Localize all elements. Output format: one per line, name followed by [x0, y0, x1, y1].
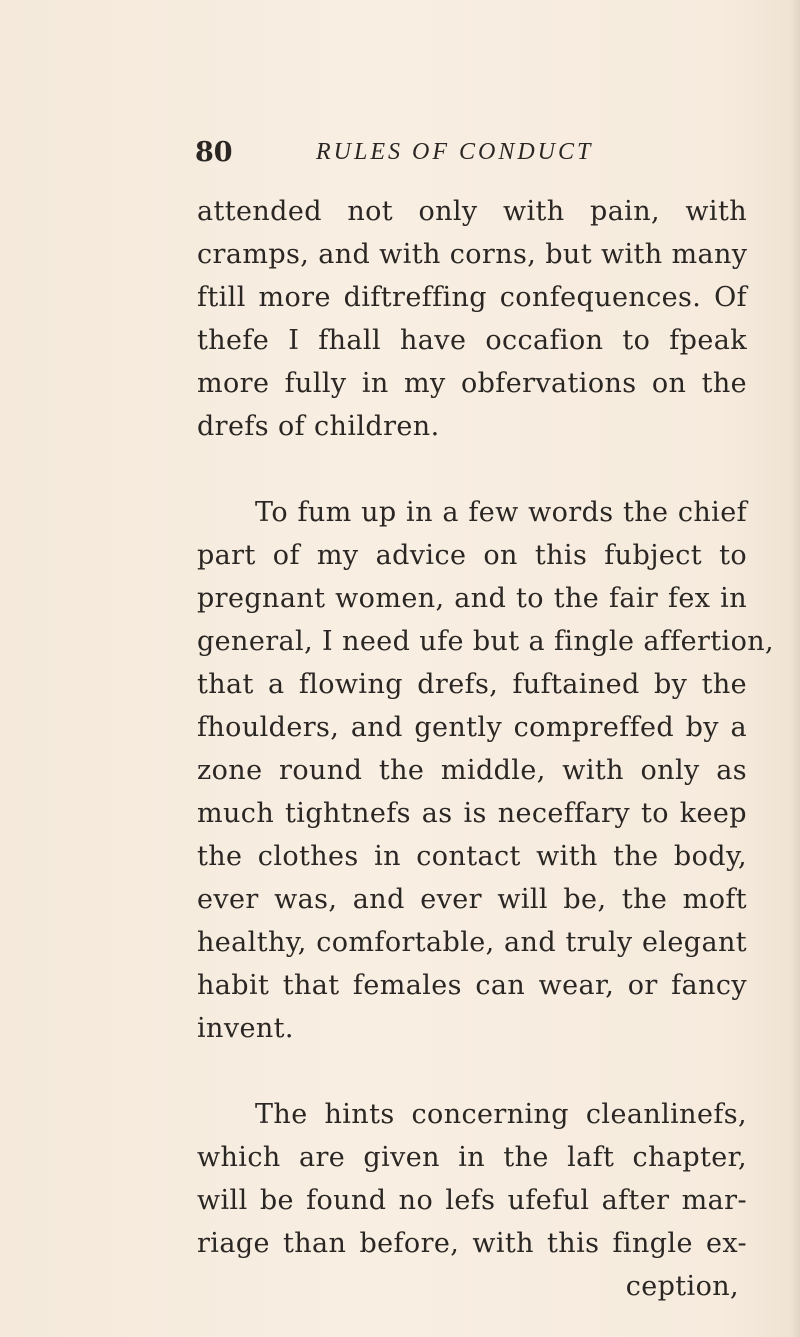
- text-line: habit that females can wear, or fancy: [197, 970, 747, 1001]
- text-line: part of my advice on this fubject to: [197, 540, 747, 571]
- paragraph-spacing: [197, 448, 747, 491]
- text-line: general, I need ufe but a fingle affertion,: [197, 626, 775, 657]
- text-line: invent.: [197, 1013, 294, 1044]
- text-line: attended not only with pain, with: [197, 196, 747, 227]
- text-line: drefs of children.: [197, 411, 440, 442]
- running-head: [195, 137, 755, 177]
- text-line: To fum up in a few words the chief: [255, 497, 747, 528]
- page-edge-shadow: [790, 0, 800, 1337]
- text-line: more fully in my obfervations on the: [197, 368, 747, 399]
- text-line: The hints concerning cleanlinefs,: [255, 1099, 747, 1130]
- text-line: zone round the middle, with only as: [197, 755, 747, 786]
- text-line: cramps, and with corns, but with many: [197, 239, 748, 270]
- paragraph-spacing: [197, 1050, 747, 1093]
- text-line: healthy, comfortable, and truly elegant: [197, 927, 747, 958]
- page-number: 80: [195, 137, 233, 168]
- text-line: pregnant women, and to the fair fex in: [197, 583, 747, 614]
- text-line: fhoulders, and gently compreffed by a: [197, 712, 747, 743]
- running-title: RULES OF CONDUCT: [316, 139, 594, 165]
- text-line: ftill more diftreffing confequences. Of: [197, 282, 747, 313]
- text-line: thefe I fhall have occafion to fpeak: [197, 325, 747, 356]
- text-line: ever was, and ever will be, the moft: [197, 884, 747, 915]
- text-line: that a flowing drefs, fuftained by the: [197, 669, 747, 700]
- body-text: [197, 190, 775, 1308]
- text-line: will be found no lefs ufeful after mar-: [197, 1185, 747, 1216]
- catchword: ception,: [625, 1271, 739, 1302]
- text-line: the clothes in contact with the body,: [197, 841, 747, 872]
- text-line: much tightnefs as is neceffary to keep: [197, 798, 747, 829]
- paragraph-3: [197, 1093, 747, 1308]
- paragraph-2: [197, 491, 775, 1050]
- text-line: riage than before, with this fingle ex-: [197, 1228, 747, 1259]
- text-line: which are given in the laft chapter,: [197, 1142, 747, 1173]
- paragraph-1: [197, 190, 747, 448]
